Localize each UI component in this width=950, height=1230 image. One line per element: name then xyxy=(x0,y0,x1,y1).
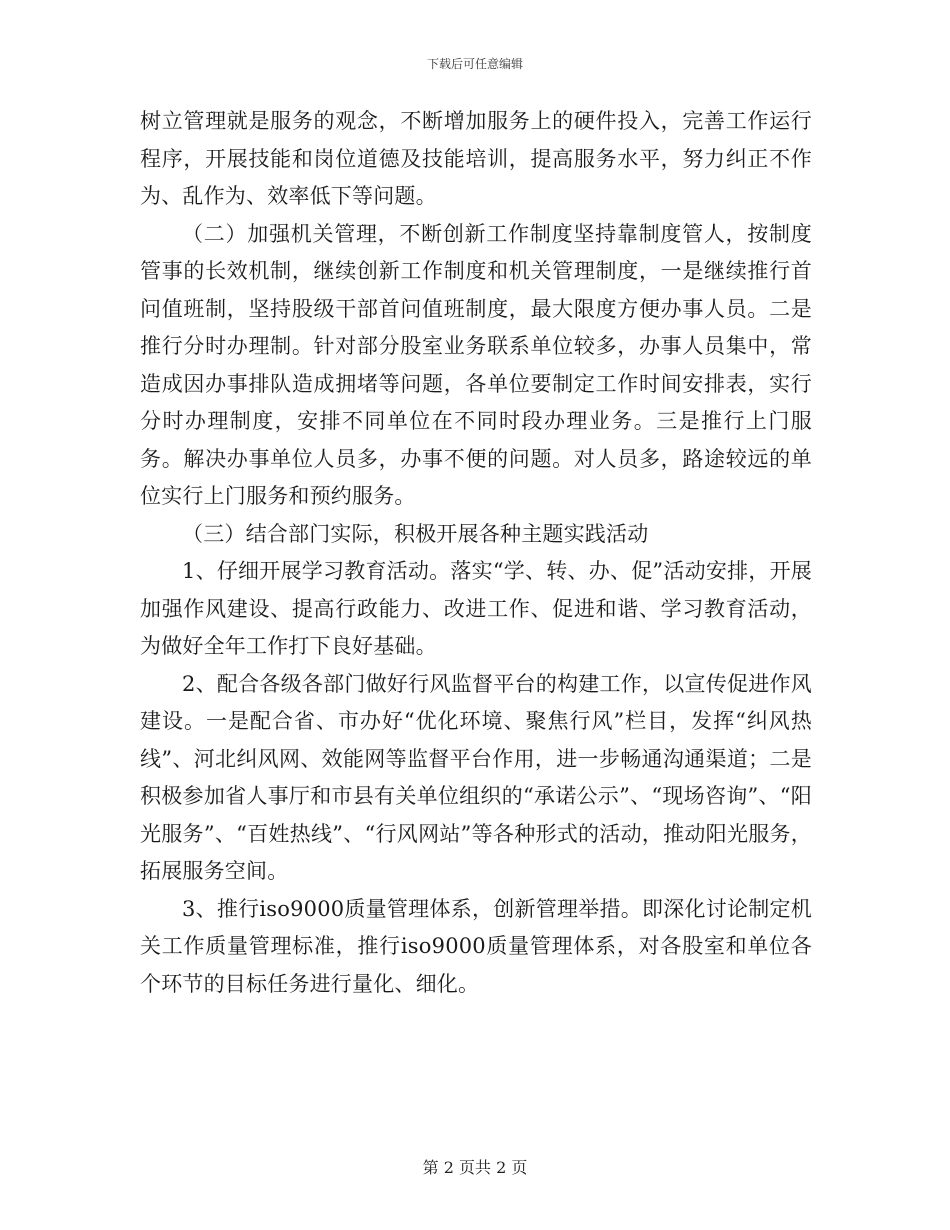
document-body xyxy=(140,103,812,1003)
paragraph-continuation: 树立管理就是服务的观念，不断增加服务上的硬件投入，完善工作运行程序，开展技能和岗位道德及技能培训，提高服务水平，努力纠正不作为、乱作为、效率低下等问题。 xyxy=(140,109,812,208)
paragraph-section-2: （二）加强机关管理，不断创新工作制度坚持靠制度管人，按制度管事的长效机制，继续创新工作制度和机关管理制度，一是继续推行首问值班制，坚持股级干部首问值班制度，最大限度方便办事人员。二是推行分时办理制。针对部分股室业务联系单位较多，办事人员集中，常造成因办事排队造成拥堵等问题，各单位要制定工作时间安排表，实行分时办理制度，安排不同单位在不同时段办理业务。三是推行上门服务。解决办事单位人员多，办事不便的问题。对人员多，路途较远的单位实行上门服务和预约服务。 xyxy=(140,221,812,508)
page-footer: 第 2 页共 2 页 xyxy=(422,1158,528,1177)
list-item-2: 2、配合各级各部门做好行风监督平台的构建工作，以宣传促进作风建设。一是配合省、市办好“优化环境、聚焦行风”栏目，发挥“纠风热线”、河北纠风网、效能网等监督平台作用，进一步畅通沟通渠道；二是积极参加省人事厅和市县有关单位组织的“承诺公示”、“现场咨询”、“阳光服务”、“百姓热线”、“行风网站”等各种形式的活动，推动阳光服务，拓展服务空间。 xyxy=(140,671,812,883)
list-item-3: 3、推行iso9000质量管理体系，创新管理举措。即深化讨论制定机关工作质量管理标准，推行iso9000质量管理体系，对各股室和单位各个环节的目标任务进行量化、细化。 xyxy=(140,896,812,996)
page-header: 下载后可任意编辑 xyxy=(426,57,523,71)
section-heading-3: （三）结合部门实际，积极开展各种主题实践活动 xyxy=(182,521,649,546)
list-item-1: 1、仔细开展学习教育活动。落实“学、转、办、促”活动安排，开展加强作风建设、提高行政能力、改进工作、促进和谐、学习教育活动，为做好全年工作打下良好基础。 xyxy=(140,559,812,658)
